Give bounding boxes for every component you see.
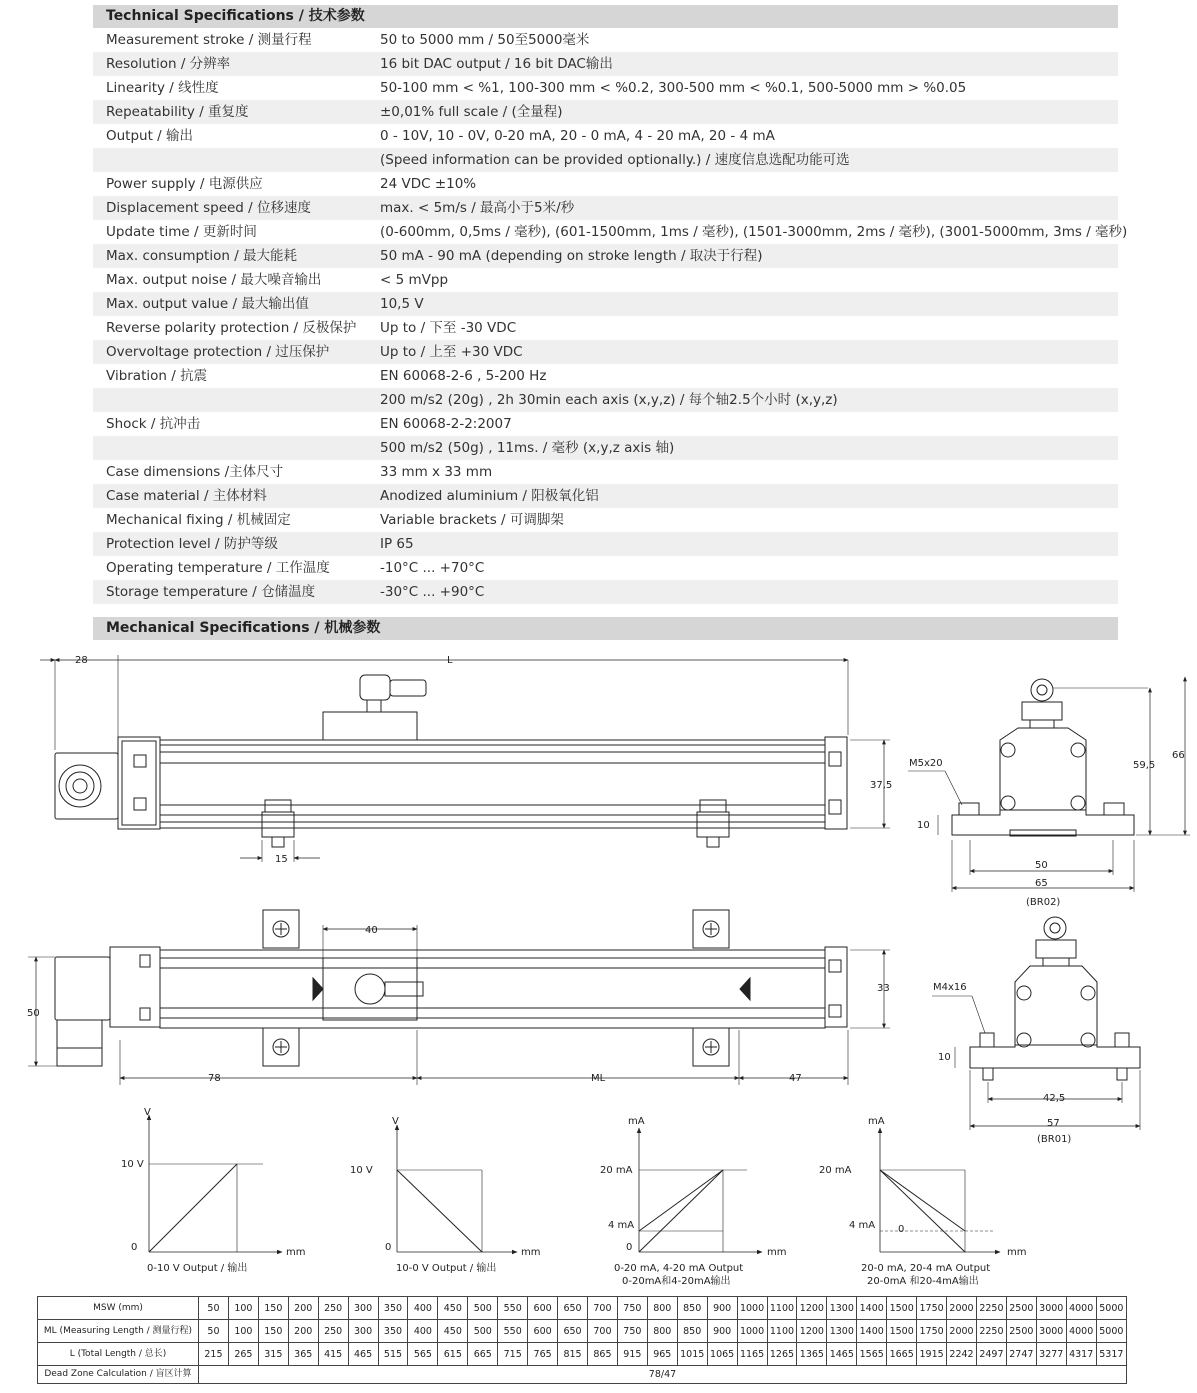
l-cell: 915	[617, 1343, 647, 1366]
msw-cell: 900	[707, 1297, 737, 1320]
chart4-top: 20 mA	[819, 1165, 852, 1176]
ml-cell: 1000	[737, 1320, 767, 1343]
l-cell: 1365	[797, 1343, 827, 1366]
l-row	[38, 1343, 1127, 1366]
spec-label: Resolution / 分辨率	[106, 56, 231, 72]
spec-value: Up to / 上至 +30 VDC	[380, 344, 523, 360]
output-chart-2	[397, 1125, 517, 1252]
l-cell: 1065	[707, 1343, 737, 1366]
l-cell: 2497	[976, 1343, 1006, 1366]
dim-37-5: 37,5	[870, 780, 893, 791]
spec-value: EN 60068-2-2:2007	[380, 416, 512, 432]
msw-cell: 150	[258, 1297, 288, 1320]
chart1-axis: mm	[286, 1247, 306, 1258]
msw-cell: 200	[288, 1297, 318, 1320]
ml-cell: 1400	[857, 1320, 887, 1343]
l-cell: 1165	[737, 1343, 767, 1366]
chart1-top: 10 V	[121, 1159, 144, 1170]
chart4-caption2: 20-0mA 和20-4mA输出	[867, 1276, 979, 1287]
msw-cell: 550	[498, 1297, 528, 1320]
l-cell: 1665	[887, 1343, 917, 1366]
mech-spec-header: Mechanical Specifications / 机械参数	[93, 617, 1118, 640]
dim-15: 15	[275, 854, 288, 865]
spec-value: 0 - 10V, 10 - 0V, 0-20 mA, 20 - 0 mA, 4 - 20 mA, 20 - 4 mA	[380, 128, 775, 144]
spec-label: Displacement speed / 位移速度	[106, 200, 312, 216]
ml-cell: 4000	[1066, 1320, 1096, 1343]
chart3-top: 20 mA	[600, 1165, 633, 1176]
chart2-zero: 0	[385, 1242, 392, 1253]
msw-cell: 2500	[1006, 1297, 1036, 1320]
msw-cell: 600	[528, 1297, 558, 1320]
ml-cell: 100	[228, 1320, 258, 1343]
row-header-dead-zone: Dead Zone Calculation / 盲区计算	[38, 1366, 199, 1384]
dim-33: 33	[877, 983, 890, 994]
dead-zone-value: 78/47	[199, 1366, 1127, 1384]
chart3-caption2: 0-20mA和4-20mA输出	[622, 1276, 731, 1287]
l-cell: 965	[647, 1343, 677, 1366]
msw-cell: 700	[587, 1297, 617, 1320]
ml-cell: 1200	[797, 1320, 827, 1343]
dim-66: 66	[1172, 750, 1185, 761]
l-cell: 1465	[827, 1343, 857, 1366]
msw-cell: 800	[647, 1297, 677, 1320]
l-cell: 2747	[1006, 1343, 1036, 1366]
ml-cell: 450	[438, 1320, 468, 1343]
spec-label: Repeatability / 重复度	[106, 104, 249, 120]
top-view-drawing	[28, 910, 890, 1085]
msw-cell: 850	[677, 1297, 707, 1320]
output-chart-3	[639, 1128, 762, 1252]
chart1-unit: V	[144, 1107, 151, 1118]
msw-cell: 1100	[767, 1297, 797, 1320]
spec-value: IP 65	[380, 536, 414, 552]
spec-label: Shock / 抗冲击	[106, 416, 201, 432]
msw-cell: 4000	[1066, 1297, 1096, 1320]
spec-label: Reverse polarity protection / 反极保护	[106, 320, 357, 336]
l-cell: 2242	[947, 1343, 977, 1366]
dim-L: L	[447, 655, 453, 666]
spec-value: 50-100 mm < %1, 100-300 mm < %0.2, 300-500 mm < %0.1, 500-5000 mm > %0.05	[380, 80, 967, 96]
ml-cell: 500	[468, 1320, 498, 1343]
dim-m4x16: M4x16	[933, 982, 967, 993]
ml-cell: 3000	[1036, 1320, 1066, 1343]
ml-cell: 50	[199, 1320, 229, 1343]
spec-label: Operating temperature / 工作温度	[106, 560, 330, 576]
msw-cell: 450	[438, 1297, 468, 1320]
msw-cell: 1750	[917, 1297, 947, 1320]
chart2-caption: 10-0 V Output / 输出	[396, 1263, 497, 1274]
spec-value: -30°C ... +90°C	[380, 584, 485, 600]
chart-labels	[121, 1107, 1026, 1287]
ml-cell: 350	[378, 1320, 408, 1343]
chart4-axis: mm	[1007, 1247, 1027, 1258]
dim-78: 78	[208, 1073, 221, 1084]
msw-cell: 300	[348, 1297, 378, 1320]
dead-zone-row	[38, 1366, 1127, 1384]
l-cell: 1915	[917, 1343, 947, 1366]
spec-value: Variable brackets / 可调脚架	[380, 512, 564, 528]
chart3-axis: mm	[767, 1247, 787, 1258]
msw-row	[38, 1297, 1127, 1320]
l-cell: 215	[199, 1343, 229, 1366]
msw-cell: 1500	[887, 1297, 917, 1320]
spec-value: 33 mm x 33 mm	[380, 464, 493, 480]
msw-cell: 2000	[947, 1297, 977, 1320]
spec-value: 16 bit DAC output / 16 bit DAC输出	[380, 56, 613, 72]
dim-ML: ML	[591, 1073, 606, 1084]
spec-label: Linearity / 线性度	[106, 80, 219, 96]
spec-label: Output / 输出	[106, 128, 194, 144]
row-header-ml: ML (Measuring Length / 测量行程)	[38, 1320, 199, 1343]
l-cell: 665	[468, 1343, 498, 1366]
l-cell: 865	[587, 1343, 617, 1366]
l-cell: 365	[288, 1343, 318, 1366]
ml-cell: 700	[587, 1320, 617, 1343]
spec-value: 24 VDC ±10%	[380, 176, 477, 192]
l-cell: 1565	[857, 1343, 887, 1366]
dim-40: 40	[365, 925, 378, 936]
ml-cell: 900	[707, 1320, 737, 1343]
ml-cell: 550	[498, 1320, 528, 1343]
chart3-caption1: 0-20 mA, 4-20 mA Output	[614, 1263, 744, 1274]
ml-cell: 400	[408, 1320, 438, 1343]
dim-50-br02: 50	[1035, 860, 1048, 871]
spec-value: < 5 mVpp	[380, 272, 449, 288]
tech-spec-header: Technical Specifications / 技术参数	[93, 5, 1118, 28]
dim-59-5: 59,5	[1133, 760, 1156, 771]
dim-m5x20: M5x20	[909, 758, 943, 769]
l-cell: 265	[228, 1343, 258, 1366]
spec-value: (0-600mm, 0,5ms / 毫秒), (601-1500mm, 1ms / 毫秒), (1501-3000mm, 2ms / 毫秒), (3001-5000mm, 3ms / 毫秒)	[380, 224, 1128, 240]
spec-value: max. < 5m/s / 最高小于5米/秒	[380, 200, 575, 216]
l-cell: 415	[318, 1343, 348, 1366]
ml-cell: 200	[288, 1320, 318, 1343]
spec-label: Measurement stroke / 测量行程	[106, 32, 312, 48]
spec-label: Mechanical fixing / 机械固定	[106, 512, 291, 528]
msw-cell: 100	[228, 1297, 258, 1320]
ml-row	[38, 1320, 1127, 1343]
dim-65: 65	[1035, 878, 1048, 889]
ml-cell: 2250	[976, 1320, 1006, 1343]
dim-10-br01: 10	[938, 1052, 951, 1063]
chart4-caption1: 20-0 mA, 20-4 mA Output	[861, 1263, 991, 1274]
output-chart-1	[149, 1115, 282, 1252]
l-cell: 4317	[1066, 1343, 1096, 1366]
ml-cell: 2500	[1006, 1320, 1036, 1343]
msw-cell: 750	[617, 1297, 647, 1320]
msw-cell: 1000	[737, 1297, 767, 1320]
chart1-caption: 0-10 V Output / 输出	[147, 1263, 248, 1274]
msw-cell: 1300	[827, 1297, 857, 1320]
spec-value: Up to / 下至 -30 VDC	[380, 320, 517, 336]
msw-cell: 500	[468, 1297, 498, 1320]
msw-cell: 1400	[857, 1297, 887, 1320]
msw-table	[37, 1296, 1127, 1384]
msw-cell: 50	[199, 1297, 229, 1320]
ml-cell: 1500	[887, 1320, 917, 1343]
row-header-l: L (Total Length / 总长)	[38, 1343, 199, 1366]
spec-label: Case dimensions /主体尺寸	[106, 464, 284, 480]
ml-cell: 1750	[917, 1320, 947, 1343]
spec-label: Case material / 主体材料	[106, 488, 267, 504]
msw-cell: 3000	[1036, 1297, 1066, 1320]
chart4-mid: 4 mA	[849, 1220, 876, 1231]
spec-value: 500 m/s2 (50g) , 11ms. / 毫秒 (x,y,z axis 轴)	[380, 440, 675, 456]
l-cell: 3277	[1036, 1343, 1066, 1366]
l-cell: 615	[438, 1343, 468, 1366]
dim-47: 47	[789, 1073, 802, 1084]
ml-cell: 650	[558, 1320, 588, 1343]
l-cell: 5317	[1096, 1343, 1126, 1366]
label-br02: (BR02)	[1026, 897, 1061, 908]
dim-28: 28	[75, 655, 88, 666]
spec-label: Storage temperature / 仓储温度	[106, 584, 316, 600]
spec-value: 10,5 V	[380, 296, 424, 312]
spec-value: -10°C ... +70°C	[380, 560, 485, 576]
spec-value: (Speed information can be provided optionally.) / 速度信息选配功能可选	[380, 152, 850, 168]
chart2-axis: mm	[521, 1247, 541, 1258]
ml-cell: 150	[258, 1320, 288, 1343]
l-cell: 815	[558, 1343, 588, 1366]
msw-cell: 1200	[797, 1297, 827, 1320]
l-cell: 765	[528, 1343, 558, 1366]
spec-value: ±0,01% full scale / (全量程)	[380, 104, 563, 120]
ml-cell: 600	[528, 1320, 558, 1343]
l-cell: 1015	[677, 1343, 707, 1366]
dim-10-br02: 10	[917, 820, 930, 831]
ml-cell: 850	[677, 1320, 707, 1343]
spec-label: Protection level / 防护等级	[106, 536, 278, 552]
chart3-unit: mA	[628, 1116, 645, 1127]
ml-cell: 750	[617, 1320, 647, 1343]
spec-label: Overvoltage protection / 过压保护	[106, 344, 330, 360]
l-cell: 515	[378, 1343, 408, 1366]
label-br01: (BR01)	[1037, 1134, 1072, 1145]
dimension-labels	[27, 655, 1185, 1145]
msw-cell: 250	[318, 1297, 348, 1320]
dim-42-5: 42,5	[1043, 1093, 1066, 1104]
ml-cell: 250	[318, 1320, 348, 1343]
msw-cell: 400	[408, 1297, 438, 1320]
spec-label: Max. output noise / 最大噪音输出	[106, 272, 322, 288]
ml-cell: 5000	[1096, 1320, 1126, 1343]
dim-57: 57	[1047, 1118, 1060, 1129]
ml-cell: 300	[348, 1320, 378, 1343]
l-cell: 1265	[767, 1343, 797, 1366]
msw-cell: 5000	[1096, 1297, 1126, 1320]
spec-label: Vibration / 抗震	[106, 368, 208, 384]
msw-cell: 350	[378, 1297, 408, 1320]
spec-label: Update time / 更新时间	[106, 224, 257, 240]
chart4-unit: mA	[868, 1116, 885, 1127]
ml-cell: 800	[647, 1320, 677, 1343]
br01-end-view	[932, 917, 1140, 1130]
chart2-top: 10 V	[350, 1165, 373, 1176]
side-view-drawing	[40, 655, 893, 862]
ml-cell: 2000	[947, 1320, 977, 1343]
msw-cell: 2250	[976, 1297, 1006, 1320]
dim-50: 50	[27, 1008, 40, 1019]
row-header-msw: MSW (mm)	[38, 1297, 199, 1320]
spec-value: EN 60068-2-6 , 5-200 Hz	[380, 368, 547, 384]
msw-cell: 650	[558, 1297, 588, 1320]
spec-value: Anodized aluminium / 阳极氧化铝	[380, 488, 599, 504]
spec-label: Max. consumption / 最大能耗	[106, 248, 298, 264]
chart1-zero: 0	[131, 1242, 138, 1253]
spec-value: 50 to 5000 mm / 50至5000毫米	[380, 32, 590, 48]
l-cell: 465	[348, 1343, 378, 1366]
spec-label: Power supply / 电源供应	[106, 176, 263, 192]
ml-cell: 1100	[767, 1320, 797, 1343]
chart2-unit: V	[392, 1116, 399, 1127]
chart4-zero: 0	[898, 1224, 905, 1235]
l-cell: 565	[408, 1343, 438, 1366]
spec-value: 200 m/s2 (20g) , 2h 30min each axis (x,y,z) / 每个轴2.5个小时 (x,y,z)	[380, 392, 838, 408]
l-cell: 315	[258, 1343, 288, 1366]
ml-cell: 1300	[827, 1320, 857, 1343]
chart3-zero: 0	[626, 1242, 633, 1253]
chart3-mid: 4 mA	[608, 1220, 635, 1231]
spec-value: 50 mA - 90 mA (depending on stroke length / 取决于行程)	[380, 248, 763, 264]
l-cell: 715	[498, 1343, 528, 1366]
spec-label: Max. output value / 最大输出值	[106, 296, 309, 312]
br02-end-view	[908, 677, 1190, 892]
